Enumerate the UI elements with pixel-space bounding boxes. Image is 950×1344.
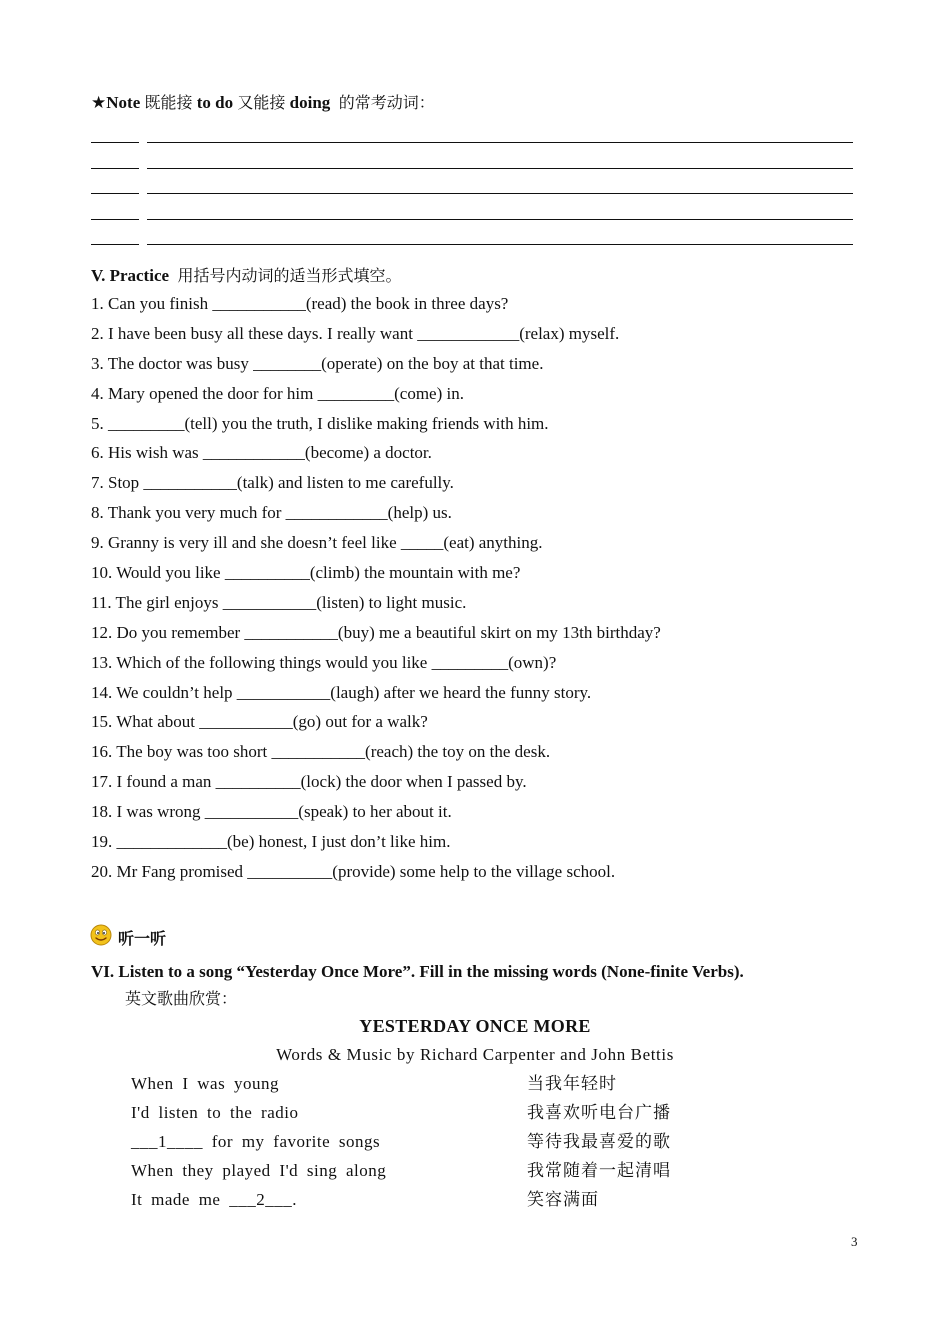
practice-item: 1. Can you finish ___________(read) the book in three days? xyxy=(91,294,509,313)
smiley-icon xyxy=(90,924,112,946)
lyric-english: I'd listen to the radio xyxy=(131,1103,299,1122)
practice-item: 8. Thank you very much for ____________(help) us. xyxy=(91,503,452,523)
note-label: Note xyxy=(106,93,141,112)
section-5-heading xyxy=(91,263,402,286)
page-number: 3 xyxy=(851,1234,858,1249)
blank-line xyxy=(91,194,853,219)
practice-item: 18. I was wrong ___________(speak) to her about it. xyxy=(91,802,452,822)
practice-item: 10. Would you like __________(climb) the mountain with me? xyxy=(91,563,521,583)
lyric-english: It made me ___2___. xyxy=(131,1190,297,1209)
note-line xyxy=(91,90,435,113)
practice-item: 14. We couldn’t help ___________(laugh) after we heard the funny story. xyxy=(91,682,592,702)
practice-item: 2. I have been busy all these days. I really want ____________(relax) myself. xyxy=(91,323,620,343)
blank-line xyxy=(91,118,853,143)
lyric-chinese: 我喜欢听电台广播 xyxy=(527,1103,671,1123)
practice-item: 13. Which of the following things would you like _________(own)? xyxy=(91,652,557,672)
lyric-chinese: 等待我最喜爱的歌 xyxy=(527,1132,671,1152)
song-title: YESTERDAY ONCE MORE xyxy=(359,1016,591,1036)
practice-item: 19. _____________(be) honest, I just don’t like him. xyxy=(91,832,451,852)
star-icon: ★ xyxy=(91,93,107,112)
lyric-row xyxy=(131,1072,731,1101)
note-text-b: 又能接 xyxy=(237,93,286,112)
practice-item: 9. Granny is very ill and she doesn’t feel like _____(eat) anything. xyxy=(91,533,543,553)
practice-item: 4. Mary opened the door for him _________(come) in. xyxy=(91,383,464,403)
practice-item: 17. I found a man __________(lock) the door when I passed by. xyxy=(91,772,527,792)
listen-heading xyxy=(90,920,166,949)
section-5-instruction: 用括号内动词的适当形式填空。 xyxy=(177,266,402,285)
blank-line xyxy=(91,143,853,168)
blank-line xyxy=(91,220,853,245)
practice-item: 6. His wish was ____________(become) a doctor. xyxy=(91,443,432,463)
practice-item: 7. Stop ___________(talk) and listen to me carefully. xyxy=(91,473,454,493)
practice-item: 16. The boy was too short ___________(reach) the toy on the desk. xyxy=(91,742,551,762)
lyric-row xyxy=(131,1188,731,1217)
lyric-row xyxy=(131,1101,731,1130)
lyric-chinese: 我常随着一起清唱 xyxy=(527,1161,671,1181)
practice-item: 12. Do you remember ___________(buy) me a beautiful skirt on my 13th birthday? xyxy=(91,622,661,642)
blank-line xyxy=(91,169,853,194)
note-text-c: 的常考动词： xyxy=(338,93,435,112)
practice-item: 3. The doctor was busy ________(operate) on the boy at that time. xyxy=(91,353,544,373)
lyric-english: When I was young xyxy=(131,1074,279,1093)
section-6-heading: VI. Listen to a song “Yesterday Once More”. Fill in the missing words (None-finite Verbs). xyxy=(91,962,744,981)
note-text-a: 既能接 xyxy=(144,93,193,112)
practice-item: 20. Mr Fang promised __________(provide) some help to the village school. xyxy=(91,861,616,881)
practice-item: 5. _________(tell) you the truth, I dislike making friends with him. xyxy=(91,413,549,433)
section-5-label: V. Practice xyxy=(91,266,170,285)
lyric-row xyxy=(131,1159,731,1188)
lyric-row xyxy=(131,1130,731,1159)
practice-item: 15. What about ___________(go) out for a walk? xyxy=(91,712,428,732)
listen-label: 听一听 xyxy=(118,929,167,948)
answer-blank-lines xyxy=(91,118,853,245)
lyrics-table xyxy=(131,1072,731,1217)
note-to-do: to do xyxy=(196,93,234,112)
lyric-chinese: 当我年轻时 xyxy=(527,1074,617,1094)
note-doing: doing xyxy=(289,93,331,112)
section-6-subtitle: 英文歌曲欣赏： xyxy=(125,989,238,1008)
lyric-english: ___1____ for my favorite songs xyxy=(131,1132,381,1151)
practice-list xyxy=(91,292,661,890)
practice-item: 11. The girl enjoys ___________(listen) to light music. xyxy=(91,592,467,612)
lyric-chinese: 笑容满面 xyxy=(527,1190,599,1210)
song-credit: Words & Music by Richard Carpenter and John Bettis xyxy=(276,1045,674,1064)
lyric-english: When they played I'd sing along xyxy=(131,1161,387,1180)
